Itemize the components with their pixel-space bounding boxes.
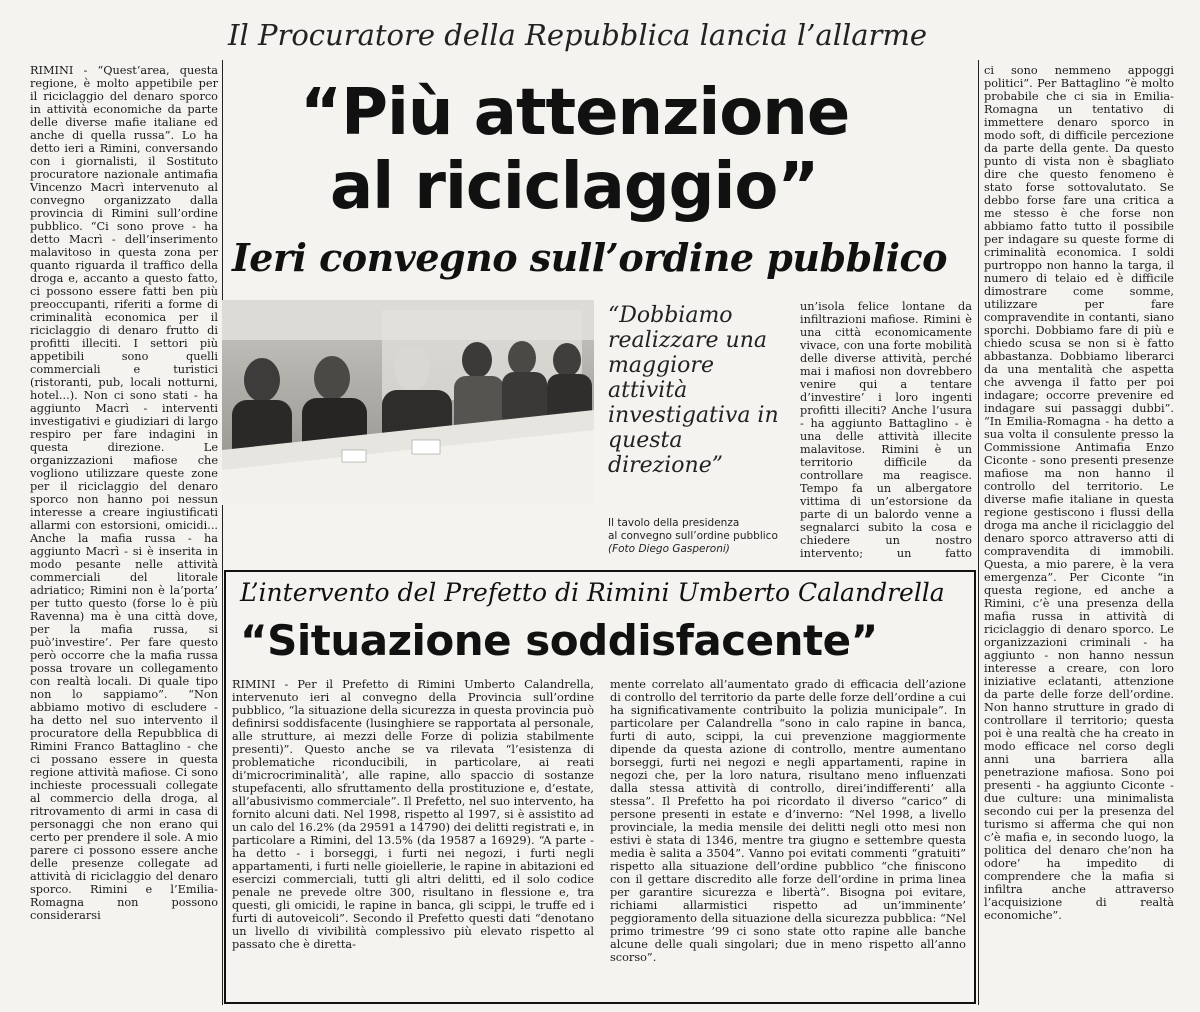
article-column-1 [30, 64, 218, 1004]
box-column-b [610, 678, 966, 996]
article-column-4 [984, 64, 1174, 1004]
article-kicker: Il Procuratore della Repubblica lancia l’allarme [228, 18, 928, 52]
article-column-4-text: ci sono nemmeno appoggi politici”. Per Battaglino “è molto probabile che ci sia in Emilia-Romagna un tentativo di immettere denaro sporco in modo soft, di difficile percezione da parte della gente. Da questo punto di vista non è sbagliato dire che questo fenomeno è stato forse sottovalutato. Se debbo forse fare una critica a me stesso è che forse non abbiamo fatto tutto il possibile per indagare su queste forme di criminalità economica. I soldi purtroppo non hanno la targa, il numero di telaio ed è difficile dimostrare come somme, utilizzare per fare compravendite in contanti, siano sporchi. Dobbiamo fare di più e chiedo scusa se non si è fatto abbastanza. Dobbiamo liberarci da una mentalità che aspetta che avvenga il fatto per poi indagare; occorre prevenire ed indagare sui passaggi dubbi”. “In Emilia-Romagna - ha detto a sua volta il consulente presso la Commissione Antimafia Enzo Ciconte - sono presenti presenze mafiose ma non hanno il controllo del territorio. Le diverse mafie italiane in questa regione gestiscono i flussi della droga ma anche il riciclaggio del denaro sporco attraverso atti di compravendita di immobili. Questa, a mio parere, è la vera emergenza”. Per Ciconte “in questa regione, ed anche a Rimini, c’è una presenza della mafia russa in attività di riciclaggio di denaro sporco. Le organizzazioni criminali - ha aggiunto - non hanno nessun interesse a creare, con loro iniziative eclatanti, attenzione da parte delle forze dell’ordine. Non hanno strutture in grado di controllare il territorio; questa poi è una realtà che ha creato in modo efficace nel corso degli anni una barriera alla penetrazione mafiosa. Sono poi presenti - ha aggiunto Ciconte - due culture: una minimalista secondo cui per la presenza del turismo si afferma che qui non c’è mafia e, in secondo luogo, la politica del denaro che’non ha odore’ ha impedito di comprendere che la mafia si infiltra anche attraverso l’acquisizione di realtà economiche”. [984, 64, 1174, 922]
box-column-a [232, 678, 594, 996]
convegno-photo [222, 300, 594, 505]
prefetto-box [224, 570, 976, 1004]
article-column-mid [800, 300, 972, 558]
caption-credit: (Foto Diego Gasperoni) [608, 543, 730, 555]
article-deck: Ieri convegno sull’ordine pubblico [232, 235, 948, 280]
article-headline-line-2: al riciclaggio” [330, 150, 819, 224]
box-headline: “Situazione soddisfacente” [240, 616, 878, 665]
article-headline-line-1: “Più attenzione [300, 76, 850, 150]
article-column-mid-text: un’isola felice lontane da infiltrazioni mafiose. Rimini è una città economicamente vivace, con una forte mobilità delle diverse attività, perché mai i mafiosi non dovrebbero venire qui a tentare d’investire’ i loro ingenti profitti illeciti? Anche l’usura - ha aggiunto Battaglino - è una delle attività illecite malavitose. Rimini è un territorio difficile da controllare ma reagisce. Tempo fa un albergatore vittima di un’estorsione da parte di un balordo venne a segnalarci subito la cosa e chiedere un nostro intervento; un fatto [800, 300, 972, 558]
column-divider [222, 60, 223, 1005]
box-column-b-text: mente correlato all’aumentato grado di efficacia dell’azione di controllo del territorio da parte delle forze dell’ordine a cui ha significativamente contribuito la polizia municipale”. In particolare per Calandrella “sono in calo rapine in banca, furti di auto, scippi, la cui prevenzione maggiormente dipende da questa azione di controllo, mentre aumentano borseggi, furti nei negozi e negli appartamenti, rapine in negozi che, per la loro natura, risultano meno influenzati dalla stessa attività di controllo, direi’indifferenti’ alla stessa”. Il Prefetto ha poi ricordato il diverso “carico” di persone presenti in estate e d’inverno: “Nel 1998, a livello provinciale, la media mensile dei delitti negli otto mesi non estivi è stata di 1346, mentre tra giugno e settembre questa media è salita a 3504”. Vanno poi evitati commenti “gratuiti” rispetto alla situazione dell’ordine pubblico “che finiscono con il gettare discredito alle forze dell’ordine in prima linea per garantire sicurezza e libertà”. Bisogna poi evitare, richiami allarmistici rispetto ad un’imminente’ peggioramento della situazione della sicurezza pubblica: “Nel primo trimestre ’99 ci sono state otto rapine alle banche alcune delle quali singolari; due in meno rispetto all’anno scorso”. [610, 678, 966, 964]
pull-quote: “Dobbiamo realizzare una maggiore attività investigativa in questa direzione” [608, 303, 779, 478]
photo-caption [608, 517, 793, 556]
column-divider [978, 60, 979, 1005]
box-kicker: L’intervento del Prefetto di Rimini Umberto Calandrella [240, 578, 945, 607]
article-column-1-text: RIMINI - “Quest’area, questa regione, è molto appetibile per il riciclaggio del denaro sporco in attività economiche da parte delle diverse mafie italiane ed anche di quella russa”. Lo ha detto ieri a Rimini, conversando con i giornalisti, il Sostituto procuratore nazionale antimafia Vincenzo Macrì intervenuto al convegno organizzato dalla provincia di Rimini sull’ordine pubblico. “Ci sono prove - ha detto Macrì - dell’inserimento malavitoso in questa zona per quanto riguarda il traffico della droga e, accanto a questo fatto, ci possono essere fatti ben più preoccupanti, riferiti a forme di criminalità economica per il riciclaggio di denaro frutto di profitti illeciti. I settori più appetibili sono quelli commerciali e turistici (ristoranti, pub, locali notturni, hotel...). Non ci sono stati - ha aggiunto Macrì - interventi investigativi e giudiziari di largo respiro per fare indagini in questa direzione. Le organizzazioni mafiose che vogliono utilizzare queste zone per il riciclaggio del denaro sporco non hanno poi nessun interesse a creare ingiustificati allarmi con estorsioni, omicidi... Anche la mafia russa - ha aggiunto Macrì - si è inserita in modo pesante nelle attività commerciali del litorale adriatico; Rimini non è la’porta’ per tutto questo (forse lo è più Ravenna) ma è una città dove, per la mafia russa, si può’investire’. Per fare questo però occorre che la mafia russa possa trovare un collegamento con realtà locali. Di quale tipo non lo sappiamo”. “Non abbiamo motivo di escludere - ha detto nel suo intervento il procuratore della Repubblica di Rimini Franco Battaglino - che ci possano essere in questa regione attività mafiose. Ci sono inchieste processuali collegate al commercio della droga, al ritrovamento di armi in casa di personaggi che non erano qui certo per prendere il sole. A mio parere ci possono essere anche delle presenze collegate ad attività di riciclaggio del denaro sporco. Rimini e l’Emilia-Romagna non possono considerarsi [30, 64, 218, 922]
caption-line-1: Il tavolo della presidenza [608, 517, 740, 529]
photo-illustration [222, 300, 594, 505]
caption-line-2: al convegno sull’ordine pubblico [608, 530, 778, 542]
box-column-a-text: RIMINI - Per il Prefetto di Rimini Umberto Calandrella, intervenuto ieri al convegno della Provincia sull’ordine pubblico, “la situazione della sicurezza in questa provincia può definirsi soddisfacente (lusinghiere se rapportata al personale, alle strutture, ai mezzi delle Forze di polizia stabilmente presenti)”. Questo anche se va rilevata “l’esistenza di problematiche riconducibili, in particolare, ai reati di’microcriminalità’, alle rapine, allo spaccio di sostanze stupefacenti, allo sfruttamento della prostituzione e, d’estate, all’abusivismo commerciale”. Il Prefetto, nel suo intervento, ha fornito alcuni dati. Nel 1998, rispetto al 1997, si è assistito ad un calo del 16.2% (da 29591 a 14790) dei delitti registrati e, in particolare a Rimini, del 13.5% (da 19587 a 16929). “A parte - ha detto - i borseggi, i furti nei negozi, i furti negli appartamenti, i furti nelle gioiellerie, le rapine in abitazioni ed esercizi commerciali, tutti gli altri delitti, ed il solo codice penale ne prevede oltre 300, risultano in flessione e, tra questi, gli omicidi, le rapine in banca, gli scippi, le truffe ed i furti di autoveicoli”. Secondo il Prefetto questi dati “denotano un livello di vivibilità complessivo più elevato rispetto al passato che è diretta- [232, 678, 594, 951]
